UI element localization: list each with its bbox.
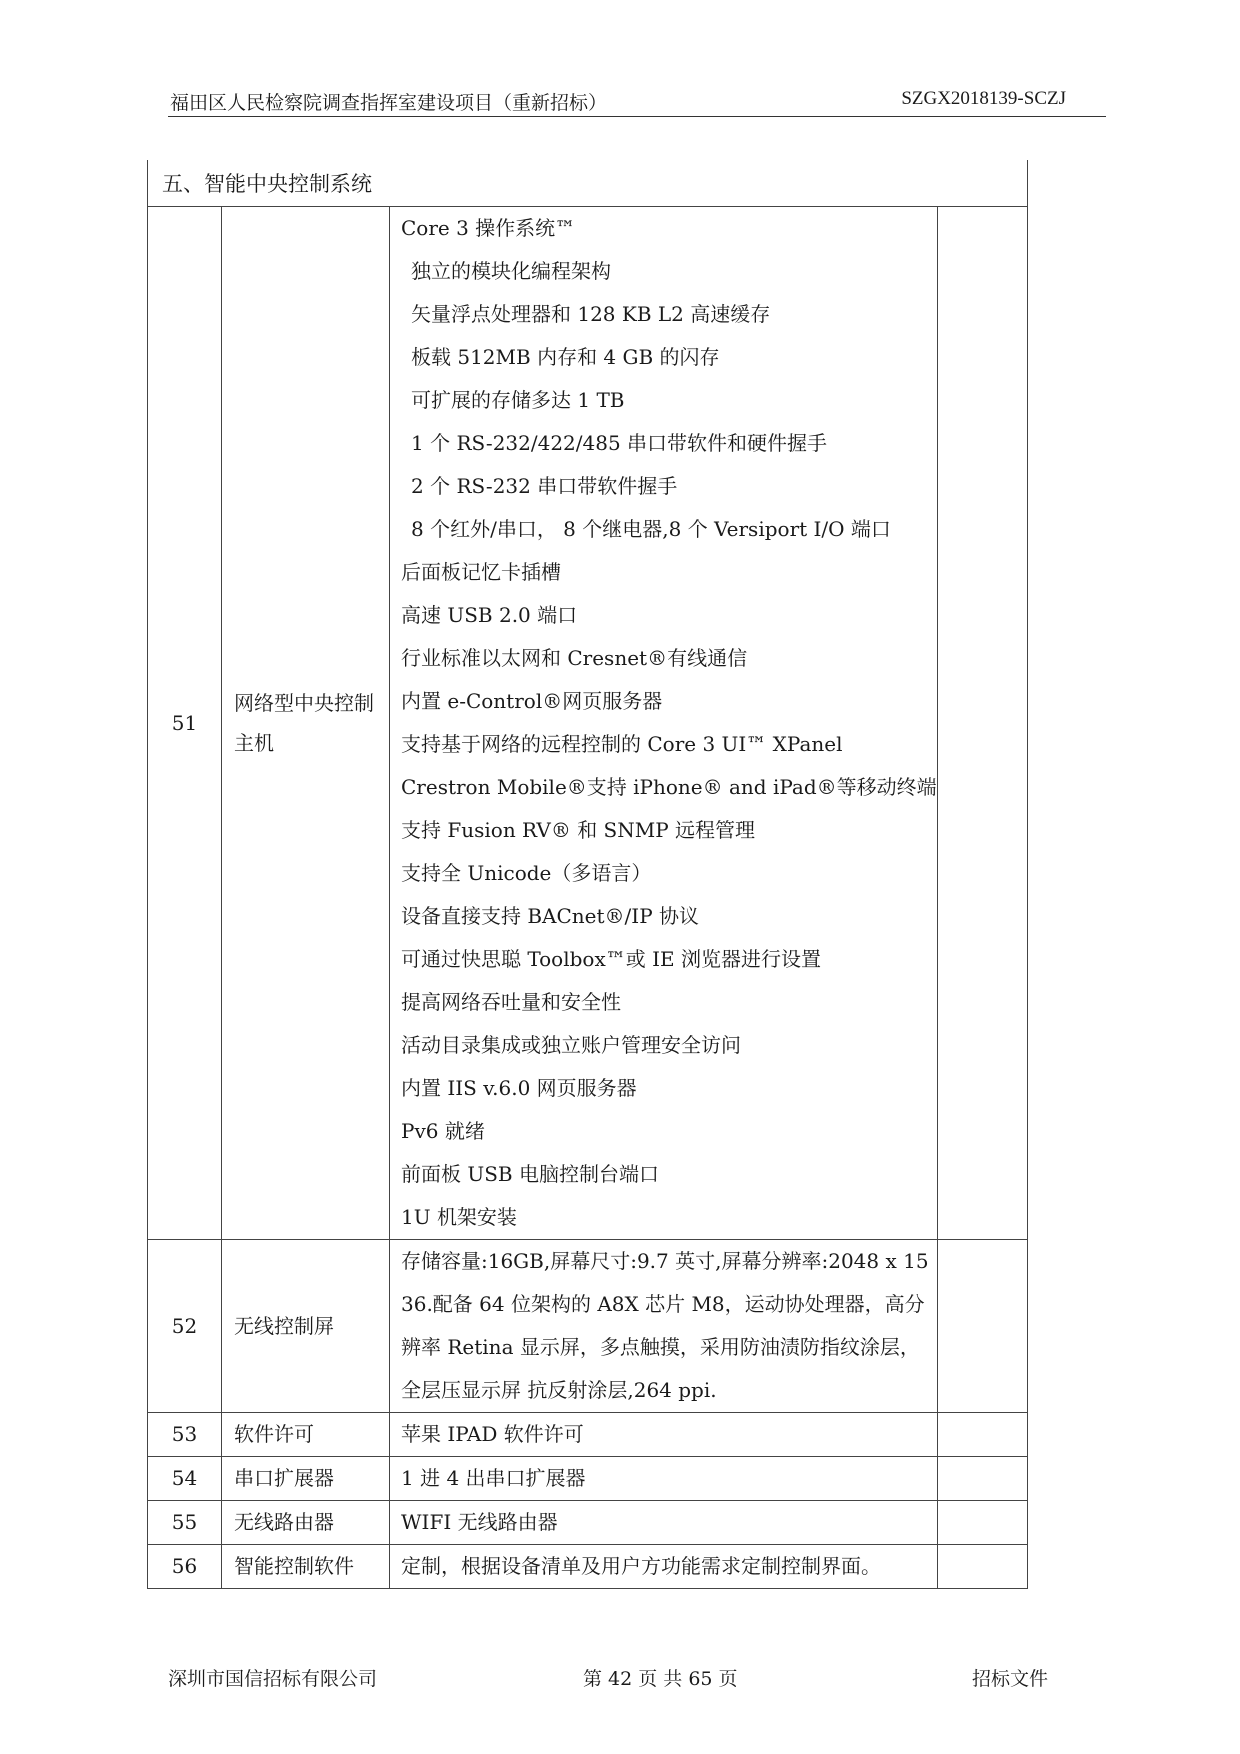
item-name: 软件许可 bbox=[222, 1413, 390, 1457]
spec-line: 8 个红外/串口， 8 个继电器,8 个 Versiport I/O 端口 bbox=[411, 517, 891, 541]
project-code: SZGX2018139-SCZJ bbox=[901, 88, 1066, 109]
item-note bbox=[938, 1501, 1028, 1545]
page-header bbox=[168, 86, 1106, 117]
spec-line: 矢量浮点处理器和 128 KB L2 高速缓存 bbox=[411, 302, 771, 326]
footer-page-number: 第 42 页 共 65 页 bbox=[583, 1668, 738, 1690]
table-row bbox=[148, 1240, 1028, 1413]
table-row bbox=[148, 207, 1028, 1240]
spec-table bbox=[147, 160, 1028, 1589]
footer-company: 深圳市国信招标有限公司 bbox=[168, 1668, 378, 1690]
item-note bbox=[938, 1240, 1028, 1413]
spec-line: 前面板 USB 电脑控制台端口 bbox=[401, 1162, 659, 1186]
item-note bbox=[938, 1457, 1028, 1501]
item-number: 55 bbox=[148, 1501, 222, 1545]
project-title: 福田区人民检察院调查指挥室建设项目（重新招标） bbox=[170, 92, 608, 114]
spec-line: 高速 USB 2.0 端口 bbox=[401, 603, 578, 627]
spec-line: 内置 IIS v.6.0 网页服务器 bbox=[401, 1076, 637, 1100]
spec-line: 后面板记忆卡插槽 bbox=[401, 560, 561, 584]
table-row bbox=[148, 1545, 1028, 1589]
item-number: 52 bbox=[148, 1240, 222, 1413]
item-number: 53 bbox=[148, 1413, 222, 1457]
spec-line: 独立的模块化编程架构 bbox=[411, 259, 611, 283]
spec-line: Crestron Mobile®支持 iPhone® and iPad®等移动终端 bbox=[401, 775, 937, 799]
item-number: 54 bbox=[148, 1457, 222, 1501]
item-name: 无线控制屏 bbox=[222, 1240, 390, 1413]
spec-line: 提高网络吞吐量和安全性 bbox=[401, 990, 621, 1014]
spec-line: 支持 Fusion RV® 和 SNMP 远程管理 bbox=[401, 818, 756, 842]
item-name: 串口扩展器 bbox=[222, 1457, 390, 1501]
spec-line: 内置 e-Control®网页服务器 bbox=[401, 689, 663, 713]
spec-line: 支持全 Unicode（多语言） bbox=[401, 861, 652, 885]
item-note bbox=[938, 1545, 1028, 1589]
item-number: 56 bbox=[148, 1545, 222, 1589]
section-title: 五、智能中央控制系统 bbox=[148, 160, 1028, 207]
spec-line: 可扩展的存储多达 1 TB bbox=[411, 388, 625, 412]
spec-list bbox=[401, 207, 937, 1239]
spec-line: Pv6 就绪 bbox=[401, 1119, 485, 1143]
item-spec: 苹果 IPAD 软件许可 bbox=[390, 1413, 938, 1457]
item-name: 智能控制软件 bbox=[222, 1545, 390, 1589]
spec-line: 1 个 RS-232/422/485 串口带软件和硬件握手 bbox=[411, 431, 828, 455]
section-row bbox=[148, 160, 1028, 207]
item-spec: 定制，根据设备清单及用户方功能需求定制控制界面。 bbox=[390, 1545, 938, 1589]
item-spec: 1 进 4 出串口扩展器 bbox=[390, 1457, 938, 1501]
item-name: 网络型中央控制主机 bbox=[222, 207, 390, 1240]
item-spec: WIFI 无线路由器 bbox=[390, 1501, 938, 1545]
spec-line: 行业标准以太网和 Cresnet®有线通信 bbox=[401, 646, 748, 670]
spec-line: Core 3 操作系统™ bbox=[401, 216, 576, 240]
item-spec bbox=[390, 1240, 938, 1413]
item-number: 51 bbox=[148, 207, 222, 1240]
item-note bbox=[938, 207, 1028, 1240]
spec-line: 活动目录集成或独立账户管理安全访问 bbox=[401, 1033, 741, 1057]
spec-line: 板载 512MB 内存和 4 GB 的闪存 bbox=[411, 345, 720, 369]
table-row bbox=[148, 1457, 1028, 1501]
table-row bbox=[148, 1501, 1028, 1545]
spec-line: 支持基于网络的远程控制的 Core 3 UI™ XPanel bbox=[401, 732, 843, 756]
spec-line: 1U 机架安装 bbox=[401, 1205, 517, 1229]
page-footer bbox=[168, 1664, 1048, 1690]
item-spec bbox=[390, 207, 938, 1240]
spec-line: 设备直接支持 BACnet®/IP 协议 bbox=[401, 904, 700, 928]
spec-line: 可通过快思聪 Toolbox™或 IE 浏览器进行设置 bbox=[401, 947, 821, 971]
spec-paragraph: 存储容量:16GB,屏幕尺寸:9.7 英寸,屏幕分辨率:2048 x 1536.配备 64 位架构的 A8X 芯片 M8，运动协处理器，高分辨率 Retina 显示屏，多点触摸，采用防油渍防指纹涂层，全层压显示屏 抗反射涂层,264 ppi. bbox=[401, 1249, 929, 1402]
footer-doc-type: 招标文件 bbox=[971, 1668, 1048, 1690]
item-note bbox=[938, 1413, 1028, 1457]
item-name: 无线路由器 bbox=[222, 1501, 390, 1545]
table-row bbox=[148, 1413, 1028, 1457]
spec-line: 2 个 RS-232 串口带软件握手 bbox=[411, 474, 678, 498]
